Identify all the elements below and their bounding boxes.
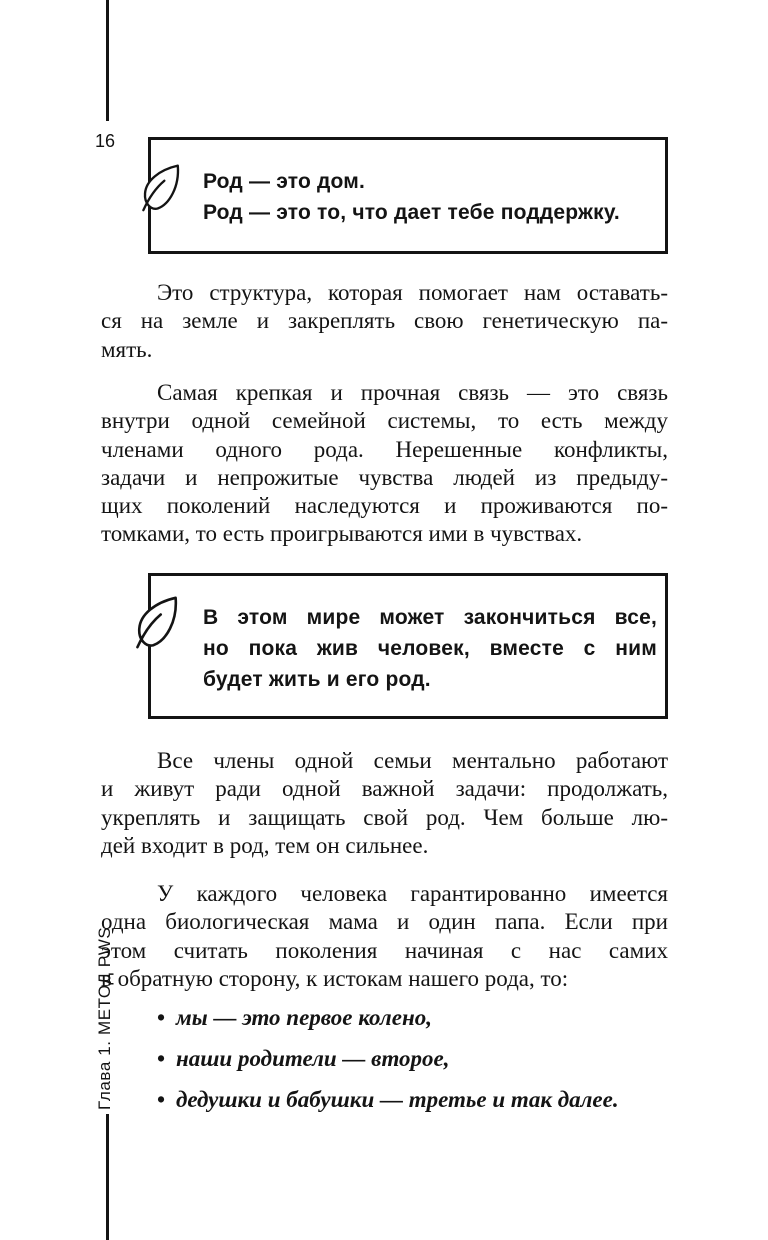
page-number: 16 <box>95 131 116 151</box>
body-line: Все члены одной семьи ментально работают <box>157 748 668 773</box>
paragraph <box>101 747 668 860</box>
bullet-marker: • <box>157 1005 166 1030</box>
paragraph <box>101 279 668 364</box>
bottom-margin-rule <box>106 1114 109 1240</box>
quote-line: Род — это то, что дает тебе поддержку. <box>203 201 620 224</box>
body-line: Самая крепкая и прочная связь — это связь <box>157 380 668 405</box>
list-item <box>157 1086 668 1114</box>
body-line: этом считать поколения начиная с нас самих <box>101 937 668 963</box>
body-line: в обратную сторону, к истокам нашего рода, то: <box>101 965 569 991</box>
body-line: членами одного рода. Нерешенные конфликты, <box>101 436 668 462</box>
quote-text <box>203 602 657 695</box>
chapter-sidebar-label: Глава 1. МЕТОД PWS <box>95 926 114 1110</box>
quote-line: будет жить и его род. <box>203 668 431 691</box>
body-line: внутри одной семейной системы, то есть между <box>101 408 668 434</box>
quote-box-1 <box>148 137 668 254</box>
list-item-text: дедушки и бабушки — третье и так далее. <box>176 1087 619 1112</box>
quote-line: но пока жив человек, вместе с ним <box>203 637 657 660</box>
body-line: щих поколений наследуются и проживаются по- <box>101 493 668 519</box>
body-line: задачи и непрожитые чувства людей из предыду- <box>101 464 668 490</box>
body-line: У каждого человека гарантированно имеется <box>157 881 668 906</box>
body-line: мять. <box>101 336 153 362</box>
body-line: одна биологическая мама и один папа. Если при <box>101 909 668 935</box>
list-item <box>157 1045 668 1073</box>
list-item-text: мы — это первое колено, <box>176 1005 432 1030</box>
quote-box-2 <box>148 573 668 719</box>
list-item <box>157 1004 668 1032</box>
quote-text <box>203 166 657 228</box>
bullet-marker: • <box>157 1087 166 1112</box>
bullet-marker: • <box>157 1046 166 1071</box>
body-line: Это структура, которая помогает нам оставать- <box>157 280 668 305</box>
list-item-text: наши родители — второе, <box>176 1046 450 1071</box>
generation-list <box>157 1004 668 1127</box>
paragraph <box>101 379 668 549</box>
leaf-icon <box>131 595 183 649</box>
body-line: ся на земле и закреплять свою генетическую па- <box>101 308 668 334</box>
top-margin-rule <box>106 0 109 121</box>
quote-line: Род — это дом. <box>203 170 366 193</box>
body-line: томками, то есть проигрываются ими в чувствах. <box>101 521 583 547</box>
body-line: и живут ради одной важной задачи: продолжать, <box>101 776 668 802</box>
leaf-icon <box>140 161 182 214</box>
body-line: дей входит в род, тем он сильнее. <box>101 832 429 858</box>
body-line: укреплять и защищать свой род. Чем больше лю- <box>101 804 668 830</box>
paragraph <box>101 880 668 993</box>
quote-line: В этом мире может закончиться все, <box>203 606 657 629</box>
